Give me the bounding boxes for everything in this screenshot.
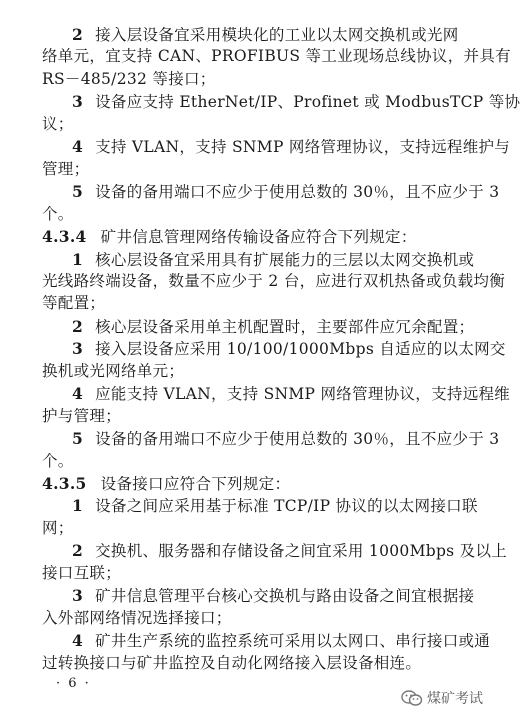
section-number: 4.3.4 xyxy=(42,227,87,247)
line-text: 议； xyxy=(42,114,74,133)
line-text: 接入层设备宜采用模块化的工业以太网交换机或光网 xyxy=(95,26,459,44)
line-text: 矿井生产系统的监控系统可采用以太网口、串行接口或通 xyxy=(95,632,491,651)
line-text: RS－485/232 等接口； xyxy=(42,69,216,88)
line-text: 络单元，宜支持 CAN、PROFIBUS 等工业现场总线协议，并具有 xyxy=(42,47,511,66)
item-number: 3 xyxy=(72,339,84,359)
line-text: 接入层设备应采用 10/100/1000Mbps 自适应的以太网交 xyxy=(95,340,506,359)
item-number: 4 xyxy=(72,384,84,404)
line-text: 光线路终端设备，数量不应少于 2 台，应进行双机热备或负载均衡 xyxy=(42,271,506,290)
item-number: 4 xyxy=(72,137,84,157)
line-text: 等配置； xyxy=(42,294,106,313)
line-text: 设备接口应符合下列规定： xyxy=(100,475,291,493)
wechat-icon xyxy=(401,689,423,707)
watermark xyxy=(401,688,483,708)
line-text: 设备之间应采用基于标准 TCP/IP 协议的以太网接口联 xyxy=(95,497,478,516)
item-number: 3 xyxy=(72,92,84,112)
line-text: 设备的备用端口不应少于使用总数的 30％，且不应少于 3 xyxy=(95,183,500,202)
item-number: 5 xyxy=(72,182,84,202)
line-text: 过转换接口与矿井监控及自动化网络接入层设备相连。 xyxy=(42,653,422,672)
line-text: 个。 xyxy=(42,451,74,470)
line-text: 应能支持 VLAN，支持 SNMP 网络管理协议，支持远程维 xyxy=(95,385,511,404)
item-number: 5 xyxy=(72,429,84,449)
line-text: 个。 xyxy=(42,204,74,223)
line-text: 支持 VLAN，支持 SNMP 网络管理协议，支持远程维护与 xyxy=(95,138,511,157)
item-number: 2 xyxy=(72,541,84,561)
line-text: 入外部网络情况选择接口； xyxy=(42,608,232,627)
line-text: 护与管理； xyxy=(42,406,122,425)
line-text: 网； xyxy=(42,518,74,537)
line-text: 设备应支持 EtherNet/IP、Profinet 或 ModbusTCP 等协 xyxy=(95,93,520,112)
line-text: 交换机、服务器和存储设备之间宜采用 1000Mbps 及以上 xyxy=(95,542,508,561)
item-number: 3 xyxy=(72,586,84,606)
line-text: 接口互联； xyxy=(42,563,122,582)
item-number: 1 xyxy=(72,249,84,269)
section-number: 4.3.5 xyxy=(42,474,87,493)
item-number: 4 xyxy=(72,631,84,651)
item-number: 2 xyxy=(72,25,84,44)
text-line xyxy=(42,649,454,678)
line-text: 矿井信息管理网络传输设备应符合下列规定： xyxy=(100,228,417,247)
line-text: 核心层设备宜采用具有扩展能力的三层以太网交换机或 xyxy=(95,250,475,269)
watermark-text: 煤矿考试 xyxy=(427,691,483,707)
line-text: 核心层设备采用单主机配置时，主要部件应冗余配置； xyxy=(95,317,475,336)
item-number: 1 xyxy=(72,496,84,516)
line-text: 管理； xyxy=(42,159,90,178)
line-text: 矿井信息管理平台核心交换机与路由设备之间宜根据接 xyxy=(95,587,475,606)
page-number: · 6 · xyxy=(56,676,91,691)
line-text: 换机或光网络单元； xyxy=(42,361,185,380)
line-text: 设备的备用端口不应少于使用总数的 30％，且不应少于 3 xyxy=(95,430,500,449)
item-number: 2 xyxy=(72,316,84,336)
